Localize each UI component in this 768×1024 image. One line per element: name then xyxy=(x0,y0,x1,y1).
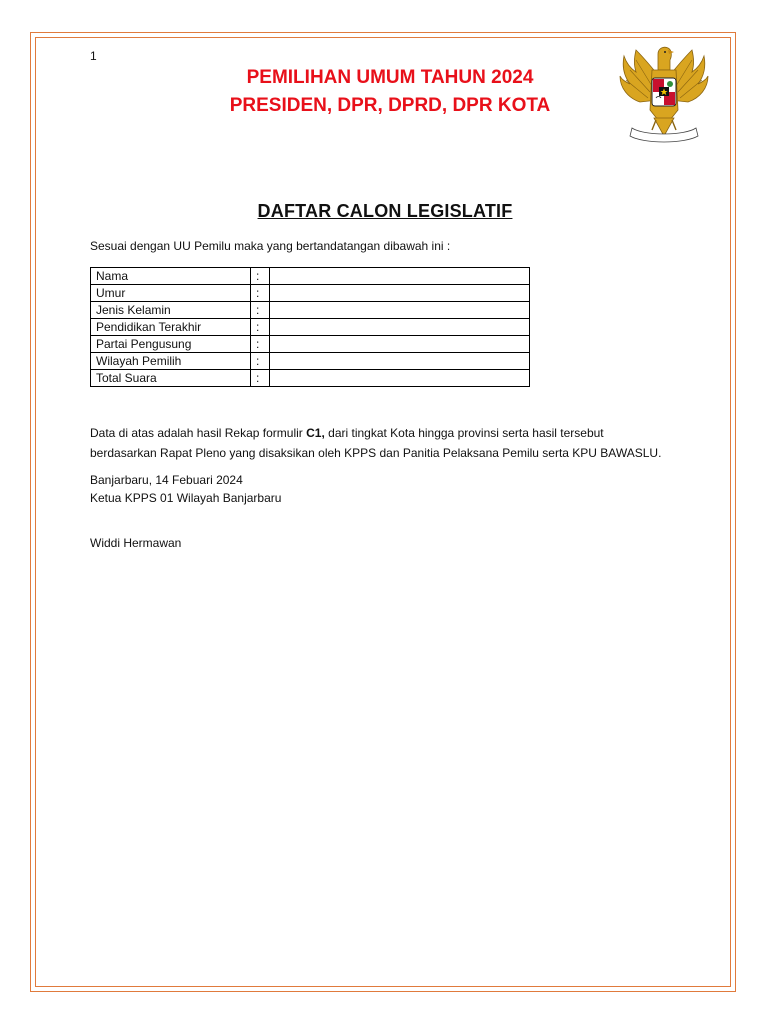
table-row xyxy=(91,302,530,319)
row-value-pendidikan-terakhir xyxy=(270,319,530,336)
row-value-wilayah-pemilih xyxy=(270,353,530,370)
row-colon: : xyxy=(251,285,270,302)
row-value-umur xyxy=(270,285,530,302)
paragraph-line2: berdasarkan Rapat Pleno yang disaksikan oleh KPPS dan Panitia Pelaksana Pemilu serta KPU BAWASLU. xyxy=(90,446,662,460)
header-title-line1: PEMILIHAN UMUM TAHUN 2024 xyxy=(246,67,534,88)
row-label-partai-pengusung: Partai Pengusung xyxy=(91,336,251,353)
row-label-total-suara: Total Suara xyxy=(91,370,251,387)
row-value-jenis-kelamin xyxy=(270,302,530,319)
intro-text: Sesuai dengan UU Pemilu maka yang bertandatangan dibawah ini : xyxy=(90,239,451,253)
row-label-jenis-kelamin: Jenis Kelamin xyxy=(91,302,251,319)
page-border-inner xyxy=(35,37,731,987)
row-colon: : xyxy=(251,353,270,370)
body-paragraph xyxy=(90,423,690,463)
row-label-pendidikan-terakhir: Pendidikan Terakhir xyxy=(91,319,251,336)
table-row xyxy=(91,285,530,302)
table-row xyxy=(91,268,530,285)
table-row xyxy=(91,370,530,387)
candidate-data-table xyxy=(90,267,530,387)
header-title xyxy=(140,64,640,120)
signer-name: Widdi Hermawan xyxy=(90,536,182,550)
table-row xyxy=(91,353,530,370)
row-label-wilayah-pemilih: Wilayah Pemilih xyxy=(91,353,251,370)
paragraph-text-end: dari tingkat Kota hingga provinsi serta hasil tersebut xyxy=(324,426,604,440)
row-label-nama: Nama xyxy=(91,268,251,285)
row-colon: : xyxy=(251,302,270,319)
paragraph-line1 xyxy=(90,423,690,443)
row-label-umur: Umur xyxy=(91,285,251,302)
row-colon: : xyxy=(251,336,270,353)
garuda-emblem-icon xyxy=(614,40,714,148)
row-colon: : xyxy=(251,319,270,336)
table-row xyxy=(91,319,530,336)
place-date: Banjarbaru, 14 Febuari 2024 xyxy=(90,473,243,487)
document-title: DAFTAR CALON LEGISLATIF xyxy=(257,201,513,221)
table-row xyxy=(91,336,530,353)
row-value-nama xyxy=(270,268,530,285)
paragraph-bold-c1: C1, xyxy=(306,426,325,440)
page-number: 1 xyxy=(90,49,97,63)
row-colon: : xyxy=(251,268,270,285)
header-title-line2: PRESIDEN, DPR, DPRD, DPR KOTA xyxy=(229,95,551,116)
signer-position: Ketua KPPS 01 Wilayah Banjarbaru xyxy=(90,491,282,505)
signature-block xyxy=(90,471,281,507)
row-colon: : xyxy=(251,370,270,387)
paragraph-text-start: Data di atas adalah hasil Rekap formulir xyxy=(90,426,307,440)
row-value-total-suara xyxy=(270,370,530,387)
row-value-partai-pengusung xyxy=(270,336,530,353)
